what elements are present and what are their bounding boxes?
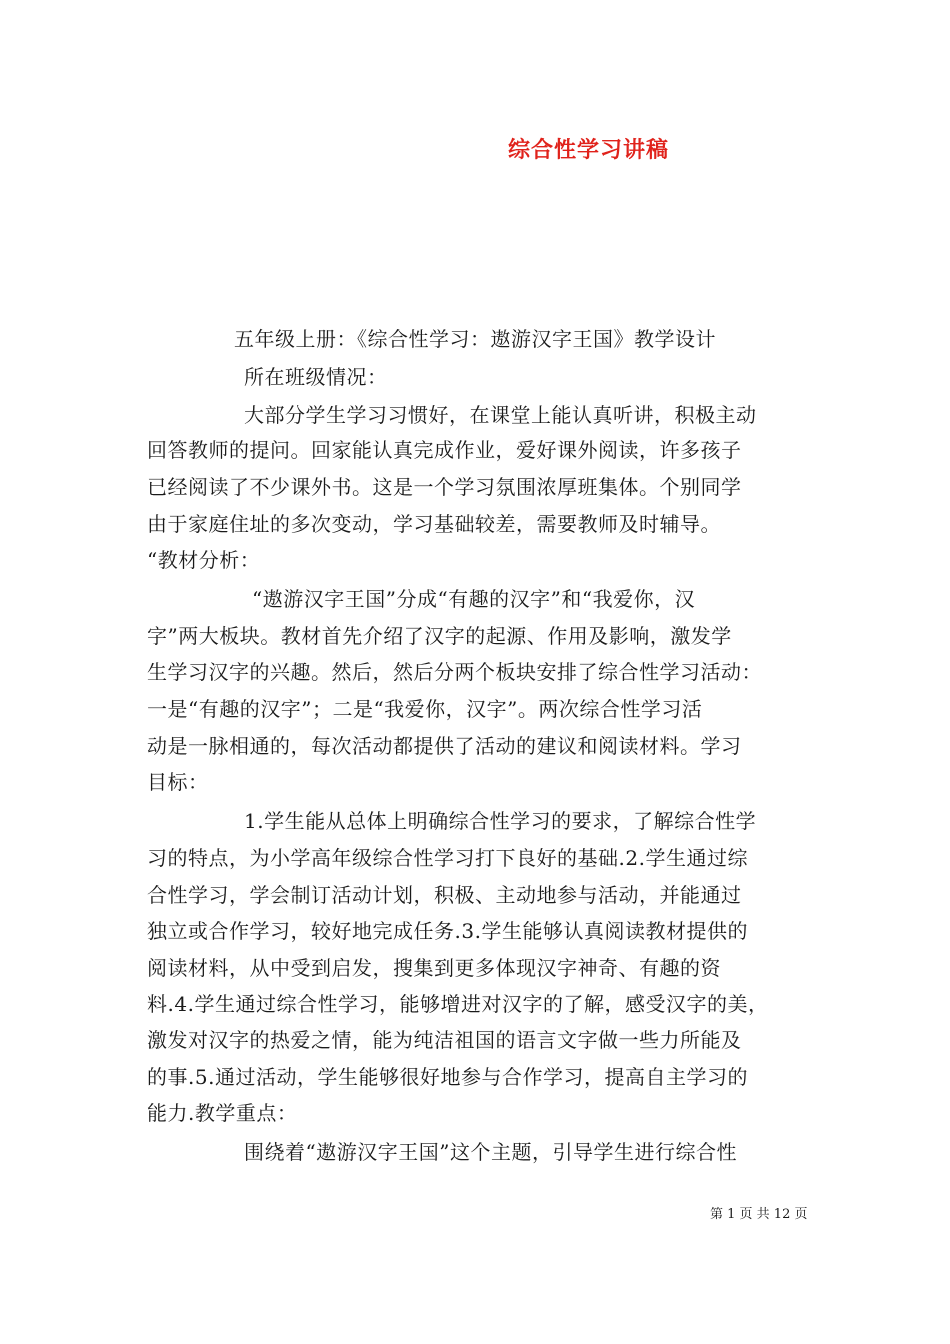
text-line: 围绕着“遨游汉字王国”这个主题，引导学生进行综合性 (244, 1140, 737, 1164)
text-line: 生学习汉字的兴趣。然后，然后分两个板块安排了综合性学习活动： (147, 660, 762, 684)
text-line: “遨游汉字王国”分成“有趣的汉字”和“我爱你，汉 (252, 587, 696, 611)
text-line: 所在班级情况： (244, 365, 388, 389)
text-line: 回答教师的提问。回家能认真完成作业，爱好课外阅读，许多孩子 (147, 438, 742, 462)
text-line: 1.学生能从总体上明确综合性学习的要求，了解综合性学 (244, 809, 757, 833)
page-number: 第 1 页 共 12 页 (710, 1207, 808, 1222)
text-line: 阅读材料，从中受到启发，搜集到更多体现汉字神奇、有趣的资 (147, 956, 721, 980)
text-line: 合性学习，学会制订活动计划，积极、主动地参与活动，并能通过 (147, 883, 742, 907)
text-line: 一是“有趣的汉字”；二是“我爱你，汉字”。两次综合性学习活 (147, 697, 703, 721)
text-line: 的事.5.通过活动，学生能够很好地参与合作学习，提高自主学习的 (147, 1065, 748, 1089)
text-line: 习的特点，为小学高年级综合性学习打下良好的基础.2.学生通过综 (147, 846, 748, 870)
text-line: 独立或合作学习，较好地完成任务.3.学生能够认真阅读教材提供的 (147, 919, 748, 943)
text-line: 字”两大板块。教材首先介绍了汉字的起源、作用及影响，激发学 (147, 624, 732, 648)
text-line: 激发对汉字的热爱之情，能为纯洁祖国的语言文字做一些力所能及 (147, 1028, 742, 1052)
text-line: “教材分析： (147, 548, 261, 572)
text-line: 已经阅读了不少课外书。这是一个学习氛围浓厚班集体。个别同学 (147, 475, 742, 499)
text-line: 动是一脉相通的，每次活动都提供了活动的建议和阅读材料。学习 (147, 734, 742, 758)
text-line: 能力.教学重点： (147, 1101, 298, 1125)
text-line: 大部分学生学习习惯好，在课堂上能认真听讲，积极主动 (244, 403, 757, 427)
text-line: 由于家庭住址的多次变动，学习基础较差，需要教师及时辅导。 (147, 512, 721, 536)
text-line: 料.4.学生通过综合性学习，能够增进对汉字的了解，感受汉字的美， (147, 992, 769, 1016)
page-title: 综合性学习讲稿 (508, 137, 670, 163)
text-line: 目标： (147, 770, 209, 794)
text-line: 五年级上册：《综合性学习：遨游汉字王国》教学设计 (234, 327, 716, 351)
